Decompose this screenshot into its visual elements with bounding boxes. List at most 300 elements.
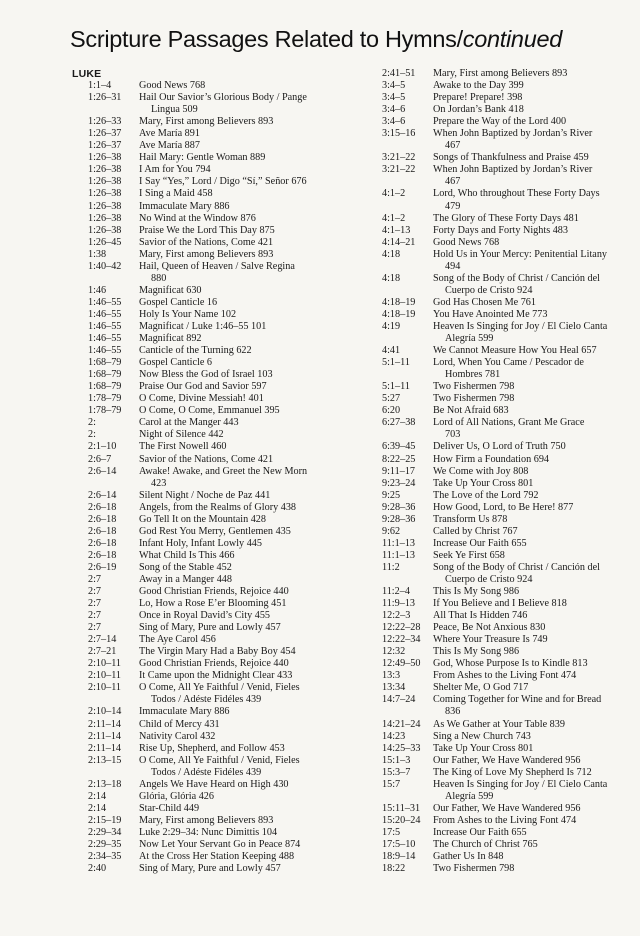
hymn-title: Mary, First among Believers 893 <box>139 116 274 128</box>
hymn-title: Mary, First among Believers 893 <box>139 248 274 260</box>
scripture-reference: 11:1–13 <box>382 549 416 561</box>
hymn-title-continuation: Cuerpo de Cristo 924 <box>445 284 533 296</box>
scripture-reference: 2:6–18 <box>88 525 117 537</box>
scripture-entry <box>382 694 632 718</box>
scripture-reference: 2:6–19 <box>88 561 117 573</box>
hymn-title: Prepare! Prepare! 398 <box>433 92 523 104</box>
scripture-entry <box>382 610 632 622</box>
hymn-title: Nativity Carol 432 <box>139 730 216 742</box>
scripture-reference: 1:68–79 <box>88 369 122 381</box>
scripture-entry <box>72 309 372 321</box>
hymn-title: Called by Christ 767 <box>433 525 518 537</box>
scripture-reference: 1:26–37 <box>88 140 122 152</box>
hymn-title-continuation: 479 <box>445 200 461 212</box>
scripture-entry <box>72 682 372 706</box>
scripture-entry <box>382 249 632 273</box>
hymn-title: Now Bless the God of Israel 103 <box>139 369 273 381</box>
scripture-entry <box>382 490 632 502</box>
hymn-title: Lord of All Nations, Grant Me Grace <box>433 417 585 429</box>
scripture-entry <box>72 538 372 550</box>
scripture-reference: 1:26–38 <box>88 176 122 188</box>
hymn-title: Heaven Is Singing for Joy / El Cielo Canta <box>433 320 608 332</box>
scripture-reference: 9:11–17 <box>382 465 416 477</box>
scripture-reference: 12:22–34 <box>382 634 421 646</box>
scripture-entry <box>382 634 632 646</box>
scripture-reference: 12:2–3 <box>382 610 411 622</box>
scripture-entry <box>72 261 372 285</box>
hymn-title: When John Baptized by Jordan’s River <box>433 128 593 140</box>
scripture-entry <box>382 321 632 345</box>
hymn-title: Song of the Body of Christ / Canción del <box>433 561 600 573</box>
scripture-reference: 1:78–79 <box>88 405 122 417</box>
hymn-title: We Cannot Measure How You Heal 657 <box>433 345 597 357</box>
scripture-reference: 2:14 <box>88 802 107 814</box>
scripture-entry <box>72 249 372 261</box>
scripture-entry <box>382 622 632 634</box>
scripture-entry <box>72 803 372 815</box>
scripture-entry <box>72 417 372 429</box>
scripture-entry <box>72 164 372 176</box>
scripture-entry <box>72 466 372 490</box>
scripture-reference: 2:6–14 <box>88 489 117 501</box>
scripture-reference: 14:7–24 <box>382 694 416 706</box>
scripture-reference: 4:18–19 <box>382 308 416 320</box>
scripture-reference: 8:22–25 <box>382 453 416 465</box>
hymn-title: Be Not Afraid 683 <box>433 405 509 417</box>
scripture-reference: 15:3–7 <box>382 766 411 778</box>
hymn-title: Magnificat / Luke 1:46–55 101 <box>139 320 267 332</box>
scripture-entry <box>72 297 372 309</box>
hymn-title: Savior of the Nations, Come 421 <box>139 453 274 465</box>
hymn-title: Good News 768 <box>433 236 500 248</box>
scripture-entry <box>382 393 632 405</box>
scripture-entry <box>382 646 632 658</box>
scripture-entry <box>72 441 372 453</box>
scripture-reference: 12:22–28 <box>382 622 421 634</box>
scripture-entry <box>72 381 372 393</box>
scripture-reference: 1:26–38 <box>88 188 122 200</box>
scripture-entry <box>72 706 372 718</box>
scripture-reference: 2:11–14 <box>88 730 122 742</box>
scripture-entry <box>382 502 632 514</box>
scripture-reference: 2:10–14 <box>88 706 122 718</box>
scripture-entry <box>382 213 632 225</box>
scripture-entry <box>382 863 632 875</box>
scripture-reference: 12:49–50 <box>382 658 421 670</box>
scripture-entry <box>72 550 372 562</box>
scripture-entry <box>382 526 632 538</box>
hymn-title: Gospel Canticle 16 <box>139 296 218 308</box>
hymn-title: Songs of Thankfulness and Praise 459 <box>433 152 589 164</box>
scripture-reference: 2:10–11 <box>88 658 122 670</box>
scripture-reference: 4:1–2 <box>382 212 406 224</box>
hymn-title: Glória, Glória 426 <box>139 790 214 802</box>
scripture-reference: 2:6–7 <box>88 453 112 465</box>
scripture-entry <box>72 610 372 622</box>
scripture-reference: 2: <box>88 417 96 429</box>
page-title-continued: continued <box>462 26 563 52</box>
scripture-reference: 1:46–55 <box>88 320 122 332</box>
scripture-reference: 12:32 <box>382 646 406 658</box>
hymn-title: As We Gather at Your Table 839 <box>433 718 565 730</box>
scripture-entry <box>72 345 372 357</box>
scripture-reference: 4:18 <box>382 272 401 284</box>
scripture-reference: 9:28–36 <box>382 501 416 513</box>
scripture-reference: 5:1–11 <box>382 357 410 369</box>
hymn-title: Away in a Manger 448 <box>139 573 232 585</box>
scripture-entry <box>382 827 632 839</box>
scripture-entry <box>382 538 632 550</box>
scripture-entry <box>72 598 372 610</box>
scripture-entry <box>382 345 632 357</box>
hymn-title: Lo, How a Rose E’er Blooming 451 <box>139 598 287 610</box>
scripture-entry <box>72 80 372 92</box>
hymn-title: Hail Mary: Gentle Woman 889 <box>139 152 266 164</box>
scripture-entry <box>72 743 372 755</box>
scripture-entry <box>382 417 632 441</box>
scripture-entry <box>382 815 632 827</box>
scripture-entry <box>72 586 372 598</box>
hymn-title: Our Father, We Have Wandered 956 <box>433 802 581 814</box>
scripture-entry <box>382 731 632 743</box>
scripture-entry <box>72 779 372 791</box>
scripture-entry <box>72 213 372 225</box>
hymn-title: Infant Holy, Infant Lowly 445 <box>139 537 262 549</box>
scripture-entry <box>382 670 632 682</box>
scripture-reference: 14:21–24 <box>382 718 421 730</box>
scripture-entry <box>72 815 372 827</box>
scripture-reference: 2:6–18 <box>88 537 117 549</box>
hymn-title: Two Fishermen 798 <box>433 863 515 875</box>
scripture-entry <box>382 405 632 417</box>
scripture-entry <box>72 128 372 140</box>
scripture-entry <box>72 116 372 128</box>
hymn-title-continuation: 467 <box>445 176 461 188</box>
scripture-reference: 2:10–11 <box>88 682 122 694</box>
hymn-title-continuation: Cuerpo de Cristo 924 <box>445 573 533 585</box>
hymn-title: What Child Is This 466 <box>139 549 235 561</box>
scripture-entry <box>382 743 632 755</box>
book-heading: LUKE <box>72 68 102 80</box>
hymn-title: I Am for You 794 <box>139 164 211 176</box>
scripture-entry <box>72 188 372 200</box>
hymn-title: It Came upon the Midnight Clear 433 <box>139 670 293 682</box>
hymn-title: Our Father, We Have Wandered 956 <box>433 754 581 766</box>
scripture-entry <box>72 622 372 634</box>
hymn-title: Luke 2:29–34: Nunc Dimittis 104 <box>139 826 278 838</box>
hymn-title: The Aye Carol 456 <box>139 634 216 646</box>
scripture-entry <box>382 225 632 237</box>
hymn-title: Star-Child 449 <box>139 802 200 814</box>
hymn-title: Sing of Mary, Pure and Lowly 457 <box>139 863 281 875</box>
scripture-entry <box>382 839 632 851</box>
hymn-title: How Firm a Foundation 694 <box>433 453 550 465</box>
scripture-reference: 1:46 <box>88 284 107 296</box>
scripture-reference: 1:46–55 <box>88 345 122 357</box>
hymn-title-continuation: 880 <box>151 272 167 284</box>
hymn-title-continuation: 836 <box>445 706 461 718</box>
hymn-title: When John Baptized by Jordan’s River <box>433 164 593 176</box>
scripture-reference: 14:25–33 <box>382 742 421 754</box>
scripture-reference: 11:1–13 <box>382 537 416 549</box>
hymn-title: Child of Mercy 431 <box>139 718 220 730</box>
scripture-entry <box>72 719 372 731</box>
scripture-entry <box>72 526 372 538</box>
scripture-reference: 2: <box>88 429 96 441</box>
scripture-reference: 9:23–24 <box>382 477 416 489</box>
hymn-title: The Church of Christ 765 <box>433 839 538 850</box>
scripture-reference: 1:26–31 <box>88 92 122 104</box>
scripture-entry <box>382 658 632 670</box>
scripture-reference: 3:21–22 <box>382 164 416 176</box>
hymn-title: Peace, Be Not Anxious 830 <box>433 622 546 634</box>
hymn-title: The King of Love My Shepherd Is 712 <box>433 766 592 778</box>
hymn-title: Where Your Treasure Is 749 <box>433 634 548 646</box>
scripture-reference: 2:11–14 <box>88 742 122 754</box>
scripture-entry <box>72 791 372 803</box>
scripture-reference: 1:46–55 <box>88 296 122 308</box>
hymn-title: Savior of the Nations, Come 421 <box>139 236 274 248</box>
hymn-title: Magnificat 892 <box>139 333 202 345</box>
scripture-entry <box>72 454 372 466</box>
scripture-reference: 4:18 <box>382 248 401 260</box>
hymn-title: Awake! Awake, and Greet the New Morn <box>139 465 308 477</box>
scripture-entry <box>72 321 372 333</box>
scripture-entry <box>72 176 372 188</box>
scripture-reference: 11:2–4 <box>382 586 410 598</box>
scripture-reference: 2:6–18 <box>88 513 117 525</box>
scripture-reference: 9:25 <box>382 489 401 501</box>
hymn-title: Gather Us In 848 <box>433 851 504 863</box>
scripture-entry <box>382 441 632 453</box>
scripture-reference: 1:78–79 <box>88 393 122 405</box>
scripture-reference: 3:4–5 <box>382 92 406 104</box>
hymn-title: Once in Royal David’s City 455 <box>139 610 271 622</box>
hymn-title-continuation: Alegría 599 <box>445 790 494 802</box>
scripture-reference: 18:9–14 <box>382 851 416 863</box>
scripture-reference: 2:40 <box>88 863 107 875</box>
scripture-reference: 5:27 <box>382 393 401 405</box>
hymn-title: If You Believe and I Believe 818 <box>433 598 567 610</box>
hymn-title: Lord, Who throughout These Forty Days <box>433 188 600 200</box>
scripture-entry <box>382 719 632 731</box>
hymn-title: This Is My Song 986 <box>433 646 520 658</box>
scripture-entry <box>72 140 372 152</box>
scripture-reference: 2:7–14 <box>88 634 117 646</box>
scripture-reference: 4:41 <box>382 345 401 357</box>
scripture-reference: 2:7 <box>88 598 102 610</box>
scripture-reference: 2:13–18 <box>88 778 122 790</box>
hymn-title: Immaculate Mary 886 <box>139 200 230 212</box>
scripture-reference: 3:4–6 <box>382 116 406 128</box>
hymn-title: Mary, First among Believers 893 <box>139 814 274 826</box>
scripture-reference: 17:5–10 <box>382 839 416 850</box>
scripture-reference: 1:46–55 <box>88 333 122 345</box>
hymn-title: You Have Anointed Me 773 <box>433 308 548 320</box>
scripture-entry <box>72 731 372 743</box>
hymn-title-continuation: 423 <box>151 477 167 489</box>
hymn-title: O Come, Divine Messiah! 401 <box>139 393 264 405</box>
hymn-title-continuation: Todos / Adéste Fidéles 439 <box>151 766 262 778</box>
scripture-entry <box>72 369 372 381</box>
scripture-reference: 1:26–33 <box>88 116 122 128</box>
hymn-title: From Ashes to the Living Font 474 <box>433 670 577 682</box>
scripture-reference: 2:10–11 <box>88 670 122 682</box>
scripture-entry <box>72 333 372 345</box>
scripture-reference: 2:6–18 <box>88 501 117 513</box>
scripture-entry <box>382 514 632 526</box>
hymn-title: Now Let Your Servant Go in Peace 874 <box>139 839 301 850</box>
hymn-title: From Ashes to the Living Font 474 <box>433 814 577 826</box>
scripture-reference: 6:20 <box>382 405 401 417</box>
scripture-reference: 2:7–21 <box>88 646 117 658</box>
hymn-title: Mary, First among Believers 893 <box>433 68 568 79</box>
scripture-entry <box>382 550 632 562</box>
hymn-title: At the Cross Her Station Keeping 488 <box>139 851 295 863</box>
scripture-reference: 2:7 <box>88 586 102 598</box>
scripture-reference: 4:14–21 <box>382 236 416 248</box>
scripture-entry <box>72 634 372 646</box>
scripture-reference: 2:6–18 <box>88 549 117 561</box>
scripture-entry <box>382 237 632 249</box>
hymn-title: Coming Together for Wine and for Bread <box>433 694 602 706</box>
scripture-reference: 4:1–2 <box>382 188 406 200</box>
scripture-reference: 1:68–79 <box>88 381 122 393</box>
scripture-reference: 2:7 <box>88 622 102 634</box>
scripture-reference: 1:40–42 <box>88 260 122 272</box>
hymn-title: Gospel Canticle 6 <box>139 357 212 369</box>
scripture-entry <box>382 116 632 128</box>
page-title <box>70 26 562 53</box>
scripture-reference: 3:4–5 <box>382 80 406 92</box>
scripture-entry <box>72 562 372 574</box>
hymn-title: Take Up Your Cross 801 <box>433 477 534 489</box>
hymn-title: Transform Us 878 <box>433 513 508 525</box>
scripture-reference: 3:21–22 <box>382 152 416 164</box>
hymn-title: We Come with Joy 808 <box>433 465 529 477</box>
scripture-entry <box>72 863 372 875</box>
scripture-entry <box>72 755 372 779</box>
hymn-title: Good Christian Friends, Rejoice 440 <box>139 586 289 598</box>
hymn-title: Prepare the Way of the Lord 400 <box>433 116 567 128</box>
scripture-entry <box>72 201 372 213</box>
scripture-reference: 2:6–14 <box>88 465 117 477</box>
scripture-entry <box>382 297 632 309</box>
hymn-title-continuation: 703 <box>445 429 461 441</box>
hymn-title: No Wind at the Window 876 <box>139 212 256 224</box>
scripture-entry <box>382 598 632 610</box>
hymn-title: Song of the Body of Christ / Canción del <box>433 272 600 284</box>
scripture-entry <box>382 779 632 803</box>
scripture-entry <box>382 454 632 466</box>
hymn-title: I Say “Yes,” Lord / Digo “Sí,” Señor 676 <box>139 176 307 188</box>
scripture-reference: 15:20–24 <box>382 814 421 826</box>
scripture-entry <box>382 273 632 297</box>
scripture-entry <box>72 670 372 682</box>
scripture-reference: 4:1–13 <box>382 224 411 236</box>
hymn-title: Sing a New Church 743 <box>433 730 531 742</box>
scripture-entry <box>382 164 632 188</box>
scripture-reference: 1:26–38 <box>88 164 122 176</box>
scripture-reference: 1:68–79 <box>88 357 122 369</box>
scripture-entry <box>72 502 372 514</box>
scripture-entry <box>72 393 372 405</box>
page-title-main: Scripture Passages Related to Hymns/ <box>70 26 463 52</box>
hymn-title: Carol at the Manger 443 <box>139 417 239 429</box>
scripture-entry <box>382 80 632 92</box>
hymn-title: Shelter Me, O God 717 <box>433 682 529 694</box>
hymn-title-continuation: 467 <box>445 140 461 152</box>
scripture-entry <box>72 490 372 502</box>
scripture-reference: 1:26–38 <box>88 224 122 236</box>
scripture-reference: 3:15–16 <box>382 128 416 140</box>
hymn-title: The Virgin Mary Had a Baby Boy 454 <box>139 646 296 658</box>
hymn-title: Deliver Us, O Lord of Truth 750 <box>433 441 566 453</box>
scripture-reference: 18:22 <box>382 863 406 875</box>
left-column <box>72 68 372 875</box>
hymn-title: Go Tell It on the Mountain 428 <box>139 513 266 525</box>
hymn-title: Increase Our Faith 655 <box>433 826 527 838</box>
hymn-title: Sing of Mary, Pure and Lowly 457 <box>139 622 281 634</box>
hymn-title: Magnificat 630 <box>139 284 202 296</box>
hymn-title: O Come, All Ye Faithful / Venid, Fieles <box>139 754 300 766</box>
hymn-title: Night of Silence 442 <box>139 429 224 441</box>
scripture-reference: 1:26–37 <box>88 128 122 140</box>
scripture-entry <box>382 478 632 490</box>
scripture-reference: 3:4–6 <box>382 104 406 116</box>
right-column <box>382 68 632 875</box>
scripture-entry <box>72 405 372 417</box>
scripture-reference: 14:23 <box>382 730 406 742</box>
scripture-entry <box>382 152 632 164</box>
hymn-title: Ave María 891 <box>139 128 200 140</box>
scripture-entry <box>382 562 632 586</box>
hymn-title: Praise Our God and Savior 597 <box>139 381 267 393</box>
scripture-entry <box>382 851 632 863</box>
scripture-entry <box>72 646 372 658</box>
scripture-entry <box>72 827 372 839</box>
scripture-entry <box>72 237 372 249</box>
scripture-reference: 2:34–35 <box>88 851 122 863</box>
scripture-entry <box>72 429 372 441</box>
hymn-title: Praise We the Lord This Day 875 <box>139 224 275 236</box>
hymn-title: God, Whose Purpose Is to Kindle 813 <box>433 658 588 670</box>
hymn-title: The Glory of These Forty Days 481 <box>433 212 579 224</box>
scripture-reference: 4:18–19 <box>382 296 416 308</box>
scripture-entry <box>382 803 632 815</box>
scripture-entry <box>382 188 632 212</box>
scripture-reference: 1:26–38 <box>88 152 122 164</box>
scripture-reference: 1:26–45 <box>88 236 122 248</box>
scripture-entry <box>72 225 372 237</box>
scripture-entry <box>72 574 372 586</box>
scripture-reference: 9:62 <box>382 525 401 537</box>
hymn-title: Two Fishermen 798 <box>433 393 515 405</box>
hymn-title: On Jordan’s Bank 418 <box>433 104 524 116</box>
hymn-title: Hail, Queen of Heaven / Salve Regina <box>139 260 295 272</box>
scripture-entry <box>382 381 632 393</box>
hymn-title: Take Up Your Cross 801 <box>433 742 534 754</box>
scripture-reference: 13:3 <box>382 670 401 682</box>
scripture-reference: 2:15–19 <box>88 814 122 826</box>
hymn-title: The First Nowell 460 <box>139 441 227 453</box>
scripture-entry <box>382 357 632 381</box>
scripture-entry <box>72 92 372 116</box>
scripture-entry <box>382 767 632 779</box>
hymn-title: Awake to the Day 399 <box>433 80 524 92</box>
hymn-title: Angels, from the Realms of Glory 438 <box>139 501 297 513</box>
hymn-title: Song of the Stable 452 <box>139 561 232 573</box>
